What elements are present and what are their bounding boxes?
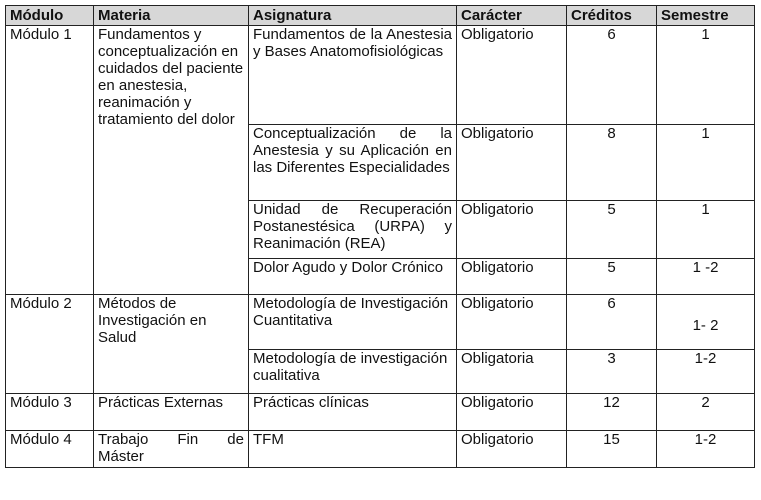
header-modulo: Módulo bbox=[6, 6, 94, 26]
semestre-cell: 1-2 bbox=[657, 431, 755, 468]
caracter-cell: Obligatorio bbox=[457, 295, 567, 350]
table-header-row bbox=[6, 6, 755, 26]
header-materia: Materia bbox=[94, 6, 249, 26]
asignatura-cell: Dolor Agudo y Dolor Crónico bbox=[249, 259, 457, 295]
semestre-cell: 1 -2 bbox=[657, 259, 755, 295]
modulo-cell: Módulo 4 bbox=[6, 431, 94, 468]
creditos-cell: 12 bbox=[567, 394, 657, 431]
caracter-cell: Obligatorio bbox=[457, 394, 567, 431]
asignatura-cell: Conceptualización de la Anestesia y su Aplicación en las Diferentes Especialidades bbox=[249, 125, 457, 201]
creditos-cell: 8 bbox=[567, 125, 657, 201]
caracter-cell: Obligatorio bbox=[457, 26, 567, 125]
modulo-cell: Módulo 1 bbox=[6, 26, 94, 295]
modulo-cell: Módulo 2 bbox=[6, 295, 94, 394]
semestre-cell: 1-2 bbox=[657, 350, 755, 394]
asignatura-cell: Unidad de Recuperación Postanestésica (URPA) y Reanimación (REA) bbox=[249, 201, 457, 259]
creditos-cell: 5 bbox=[567, 201, 657, 259]
asignatura-cell: Metodología de Investigación Cuantitativa bbox=[249, 295, 457, 350]
table-row bbox=[6, 394, 755, 431]
creditos-cell: 6 bbox=[567, 26, 657, 125]
table-row bbox=[6, 295, 755, 350]
semestre-cell: 1 bbox=[657, 26, 755, 125]
asignatura-cell: Prácticas clínicas bbox=[249, 394, 457, 431]
asignatura-cell: TFM bbox=[249, 431, 457, 468]
header-semestre: Semestre bbox=[657, 6, 755, 26]
asignatura-cell: Fundamentos de la Anestesia y Bases Anatomofisiológicas bbox=[249, 26, 457, 125]
study-plan-table bbox=[5, 5, 755, 468]
materia-cell: Prácticas Externas bbox=[94, 394, 249, 431]
header-asignatura: Asignatura bbox=[249, 6, 457, 26]
table-row bbox=[6, 26, 755, 125]
header-creditos: Créditos bbox=[567, 6, 657, 26]
creditos-cell: 5 bbox=[567, 259, 657, 295]
header-caracter: Carácter bbox=[457, 6, 567, 26]
caracter-cell: Obligatoria bbox=[457, 350, 567, 394]
materia-cell: Fundamentos y conceptualización en cuidados del paciente en anestesia, reanimación y tratamiento del dolor bbox=[94, 26, 249, 295]
semestre-cell: 1- 2 bbox=[657, 295, 755, 350]
table-row bbox=[6, 431, 755, 468]
caracter-cell: Obligatorio bbox=[457, 201, 567, 259]
caracter-cell: Obligatorio bbox=[457, 125, 567, 201]
creditos-cell: 15 bbox=[567, 431, 657, 468]
semestre-cell: 2 bbox=[657, 394, 755, 431]
asignatura-cell: Metodología de investigación cualitativa bbox=[249, 350, 457, 394]
materia-cell: Trabajo Fin de Máster bbox=[94, 431, 249, 468]
creditos-cell: 3 bbox=[567, 350, 657, 394]
materia-cell: Métodos de Investigación en Salud bbox=[94, 295, 249, 394]
semestre-cell: 1 bbox=[657, 125, 755, 201]
caracter-cell: Obligatorio bbox=[457, 431, 567, 468]
modulo-cell: Módulo 3 bbox=[6, 394, 94, 431]
creditos-cell: 6 bbox=[567, 295, 657, 350]
semestre-cell: 1 bbox=[657, 201, 755, 259]
caracter-cell: Obligatorio bbox=[457, 259, 567, 295]
